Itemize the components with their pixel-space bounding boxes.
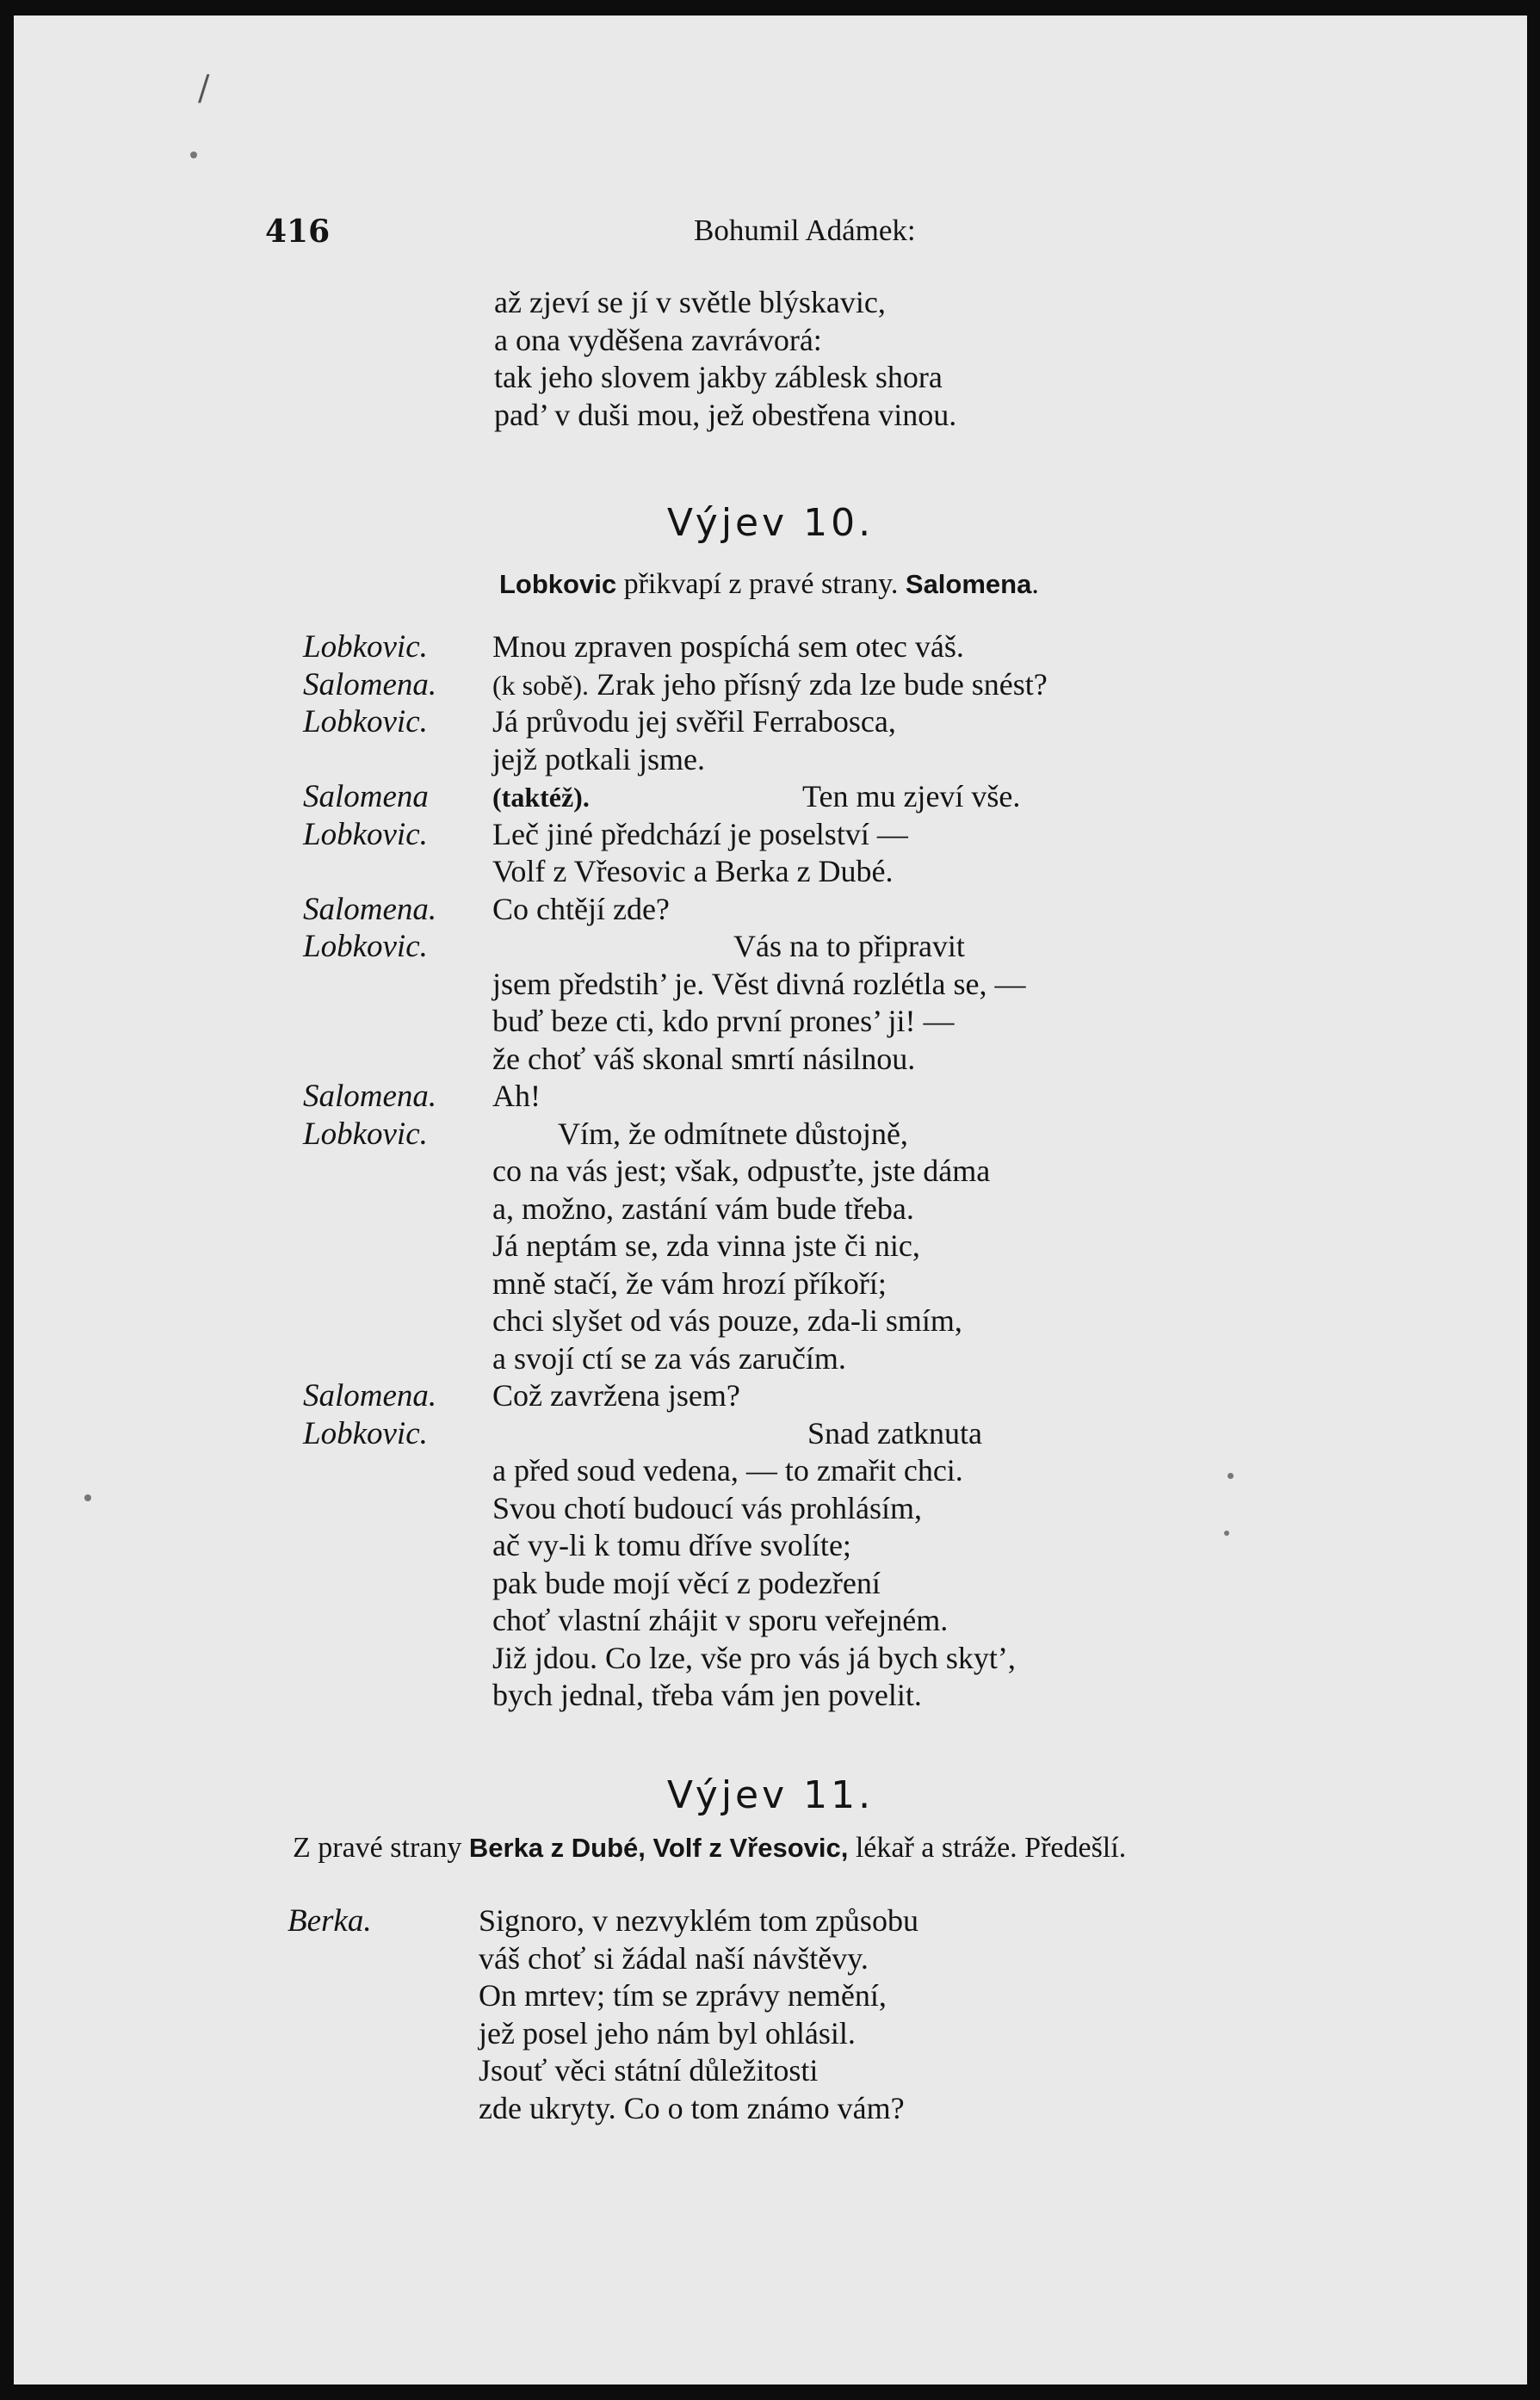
dialogue-text: Již jdou. Co lze, vše pro vás já bych skyt’, <box>492 1640 1016 1675</box>
dialogue-row <box>14 778 1527 816</box>
dialogue-row <box>14 1452 1527 1490</box>
dialogue-row <box>14 1377 1527 1415</box>
speaker-name: Lobkovic. <box>303 704 428 739</box>
scene-11-stage-direction <box>293 1832 1126 1865</box>
dialogue-text: zde ukryty. Co o tom známo vám? <box>479 2090 905 2125</box>
speaker-name: Lobkovic. <box>303 1116 428 1152</box>
dialogue-row <box>14 2015 1527 2053</box>
book-page <box>14 15 1527 2385</box>
dialogue-text: chci slyšet od vás pouze, zda-li smím, <box>492 1303 962 1338</box>
dialogue-row <box>14 1078 1527 1116</box>
dialogue-text: jež posel jeho nám byl ohlásil. <box>479 2015 856 2051</box>
dialogue-text: Leč jiné předchází je poselství — <box>492 816 908 851</box>
speaker-name: Salomena. <box>303 1079 437 1114</box>
aside-direction <box>492 778 590 814</box>
dialogue-row <box>14 1902 1527 1940</box>
margin-mark: / <box>198 69 210 108</box>
stage-text: . <box>1031 568 1039 600</box>
dialogue-row <box>14 966 1527 1004</box>
dialogue-row <box>14 1153 1527 1191</box>
dialogue-text: váš choť si žádal naší návštěvy. <box>479 1940 869 1976</box>
verse-line: pad’ v duši mou, jež obestřena vinou. <box>494 397 957 432</box>
dialogue-text: Ah! <box>492 1079 541 1113</box>
scene-10-dialogue <box>14 628 1527 1715</box>
page-number: 416 <box>265 213 331 250</box>
opening-verse <box>494 284 956 434</box>
dialogue-text: Ten mu zjeví vše. <box>802 779 1021 813</box>
speaker-name: Salomena. <box>303 666 437 702</box>
speaker-name: Lobkovic. <box>303 816 428 852</box>
speaker-name: Berka. <box>288 1903 372 1939</box>
dialogue-text: On mrtev; tím se zprávy nemění, <box>479 1978 887 2013</box>
dialogue-row <box>14 853 1527 891</box>
dialogue-text-part: Zrak jeho přísný zda lze bude snést? <box>588 666 1048 702</box>
dialogue-row <box>14 816 1527 854</box>
dialogue-row <box>14 2052 1527 2090</box>
dialogue-row <box>14 1940 1527 1978</box>
running-head: Bohumil Adámek: <box>694 213 916 247</box>
dialogue-text: Mnou zpraven pospíchá sem otec váš. <box>492 629 964 664</box>
dialogue-row <box>14 1527 1527 1565</box>
scan-speck <box>190 152 197 158</box>
speaker-name: Lobkovic. <box>303 1415 428 1451</box>
dialogue-row <box>14 666 1527 704</box>
dialogue-row <box>14 741 1527 779</box>
stage-text: Z pravé strany <box>293 1832 469 1864</box>
verse-line: a ona vyděšena zavrávorá: <box>494 322 822 357</box>
dialogue-row <box>14 1116 1527 1154</box>
stage-name: Salomena <box>905 569 1032 599</box>
dialogue-text: bych jednal, třeba vám jen povelit. <box>492 1678 922 1712</box>
dialogue-text: Já průvodu jej svěřil Ferrabosca, <box>492 704 896 739</box>
dialogue-row <box>14 1565 1527 1603</box>
dialogue-row <box>14 1490 1527 1528</box>
aside-direction: (k sobě). <box>492 669 589 701</box>
dialogue-text: Vím, že odmítnete důstojně, <box>558 1116 908 1151</box>
dialogue-row <box>14 1340 1527 1378</box>
dialogue-row <box>14 1602 1527 1640</box>
dialogue-text: mně stačí, že vám hrozí příkoří; <box>492 1265 887 1301</box>
speaker-name: Lobkovic. <box>303 629 428 665</box>
dialogue-text: co na vás jest; však, odpusťte, jste dáma <box>492 1154 991 1188</box>
dialogue-text: Volf z Vřesovic a Berka z Dubé. <box>492 854 894 888</box>
scene-11-title: Výjev 11. <box>666 1773 875 1817</box>
dialogue-row <box>14 891 1527 929</box>
speaker-name: Salomena <box>303 779 429 814</box>
dialogue-row <box>14 1977 1527 2015</box>
dialogue-text: Snad zatknuta <box>807 1415 982 1451</box>
dialogue-text: jsem předstih’ je. Věst divná rozlétla se, — <box>492 966 1026 1001</box>
dialogue-text: Což zavržena jsem? <box>492 1378 740 1413</box>
dialogue-row <box>14 1640 1527 1678</box>
dialogue-row <box>14 1302 1527 1340</box>
speaker-name: Salomena. <box>303 891 437 927</box>
dialogue-row <box>14 703 1527 741</box>
speaker-name: Lobkovic. <box>303 929 428 964</box>
scene-10-title: Výjev 10. <box>666 501 875 545</box>
dialogue-text: pak bude mojí věcí z podezření <box>492 1565 881 1600</box>
dialogue-text: a svojí ctí se za vás zaručím. <box>492 1340 846 1376</box>
aside-text: (taktéž). <box>492 782 590 813</box>
dialogue-text: Jsouť věci státní důležitosti <box>479 2053 819 2088</box>
dialogue-text: Vás na to připravit <box>733 929 965 963</box>
dialogue-row <box>14 1003 1527 1041</box>
dialogue-row <box>14 1191 1527 1228</box>
stage-text: lékař a stráže. Předešlí. <box>848 1832 1127 1864</box>
dialogue-row <box>14 928 1527 966</box>
dialogue-row <box>14 2090 1527 2128</box>
verse-line: až zjeví se jí v světle blýskavic, <box>494 285 886 319</box>
dialogue-text <box>492 666 1048 702</box>
dialogue-text: a před soud vedena, — to zmařit chci. <box>492 1453 963 1488</box>
stage-name: Lobkovic <box>499 569 617 599</box>
dialogue-text: Svou chotí budoucí vás prohlásím, <box>492 1490 922 1525</box>
dialogue-row <box>14 1265 1527 1303</box>
stage-name: Berka z Dubé, Volf z Vřesovic, <box>468 1833 849 1863</box>
dialogue-text: že choť váš skonal smrtí násilnou. <box>492 1041 916 1076</box>
verse-line: tak jeho slovem jakby záblesk shora <box>494 360 943 394</box>
speaker-name: Salomena. <box>303 1378 437 1413</box>
dialogue-text: buď beze cti, kdo první prones’ ji! — <box>492 1004 955 1038</box>
scene-10-stage-direction <box>499 568 1039 601</box>
dialogue-text: choť vlastní zhájit v sporu veřejném. <box>492 1603 949 1637</box>
page-header <box>14 213 1527 257</box>
stage-text: přikvapí z pravé strany. <box>616 568 906 600</box>
dialogue-row <box>14 1041 1527 1079</box>
dialogue-row <box>14 1415 1527 1453</box>
dialogue-text: Já neptám se, zda vinna jste či nic, <box>492 1228 920 1263</box>
dialogue-row <box>14 628 1527 666</box>
dialogue-text: Co chtějí zde? <box>492 891 670 926</box>
scene-11-dialogue <box>14 1902 1527 2127</box>
dialogue-text: jejž potkali jsme. <box>492 741 705 776</box>
dialogue-row <box>14 1228 1527 1265</box>
dialogue-text: Signoro, v nezvyklém tom způsobu <box>479 1903 918 1938</box>
dialogue-text: a, možno, zastání vám bude třeba. <box>492 1191 914 1226</box>
dialogue-row <box>14 1677 1527 1715</box>
dialogue-text: ač vy-li k tomu dříve svolíte; <box>492 1528 851 1562</box>
